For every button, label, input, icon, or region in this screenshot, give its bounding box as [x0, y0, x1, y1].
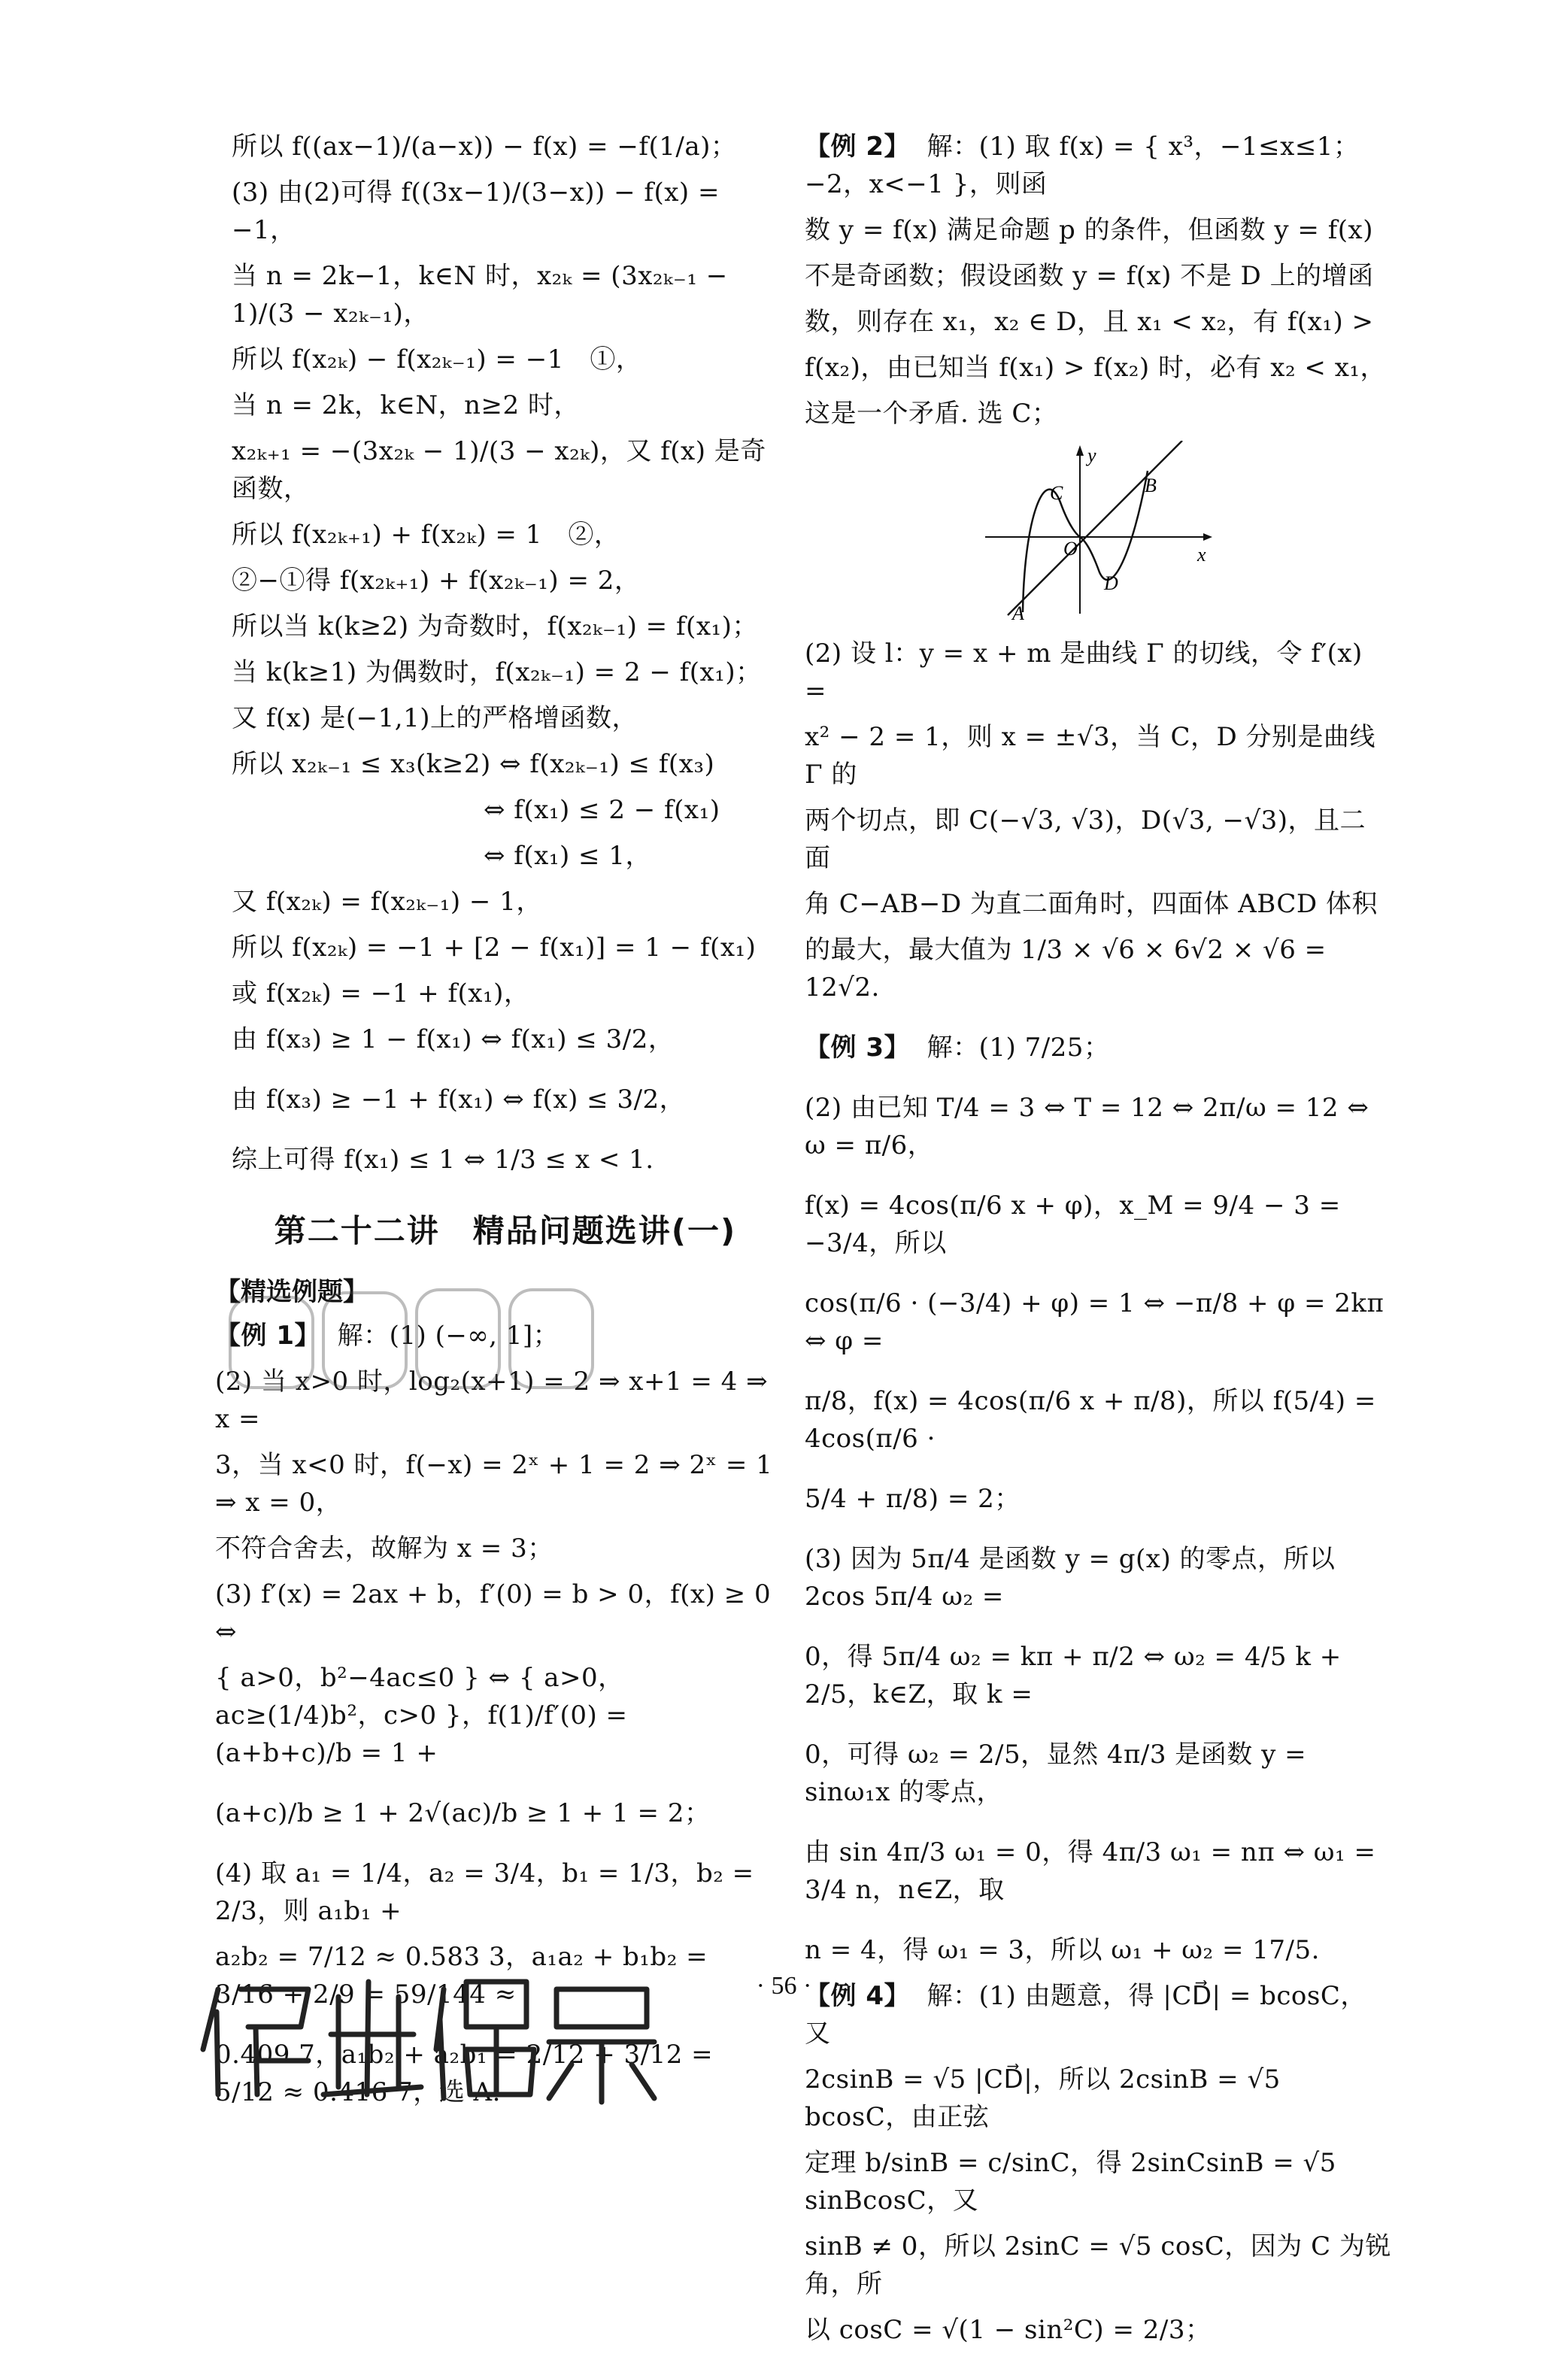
- lecture-heading: 第二十二讲 精品问题选讲(一): [274, 1212, 737, 1249]
- watermark-stroke: [417, 1290, 499, 1388]
- text-line: x² − 2 = 1，则 x = ±√3，当 C，D 分别是曲线 Γ 的: [805, 722, 1385, 790]
- tangent-line: [1008, 441, 1182, 615]
- text-line: n = 4，得 ω₁ = 3，所以 ω₁ + ω₂ = 17/5.: [805, 1935, 1320, 1965]
- text-line: π/8，f(x) = 4cos(π/6 x + π/8)，所以 f(5/4) = 4cos(π/6 ·: [805, 1386, 1385, 1454]
- text-line: 又 f(x) 是(−1,1)上的严格增函数，: [232, 703, 638, 733]
- text-line: 以 cosC = √(1 − sin²C) = 2/3；: [805, 2315, 1212, 2345]
- cubic-curve-figure: [978, 441, 1218, 621]
- label-x: x: [1197, 544, 1206, 566]
- text-span: 解：(1) 由题意，得 |CD⃗| = bcosC，又: [805, 1981, 1366, 2049]
- label-c: C: [1050, 482, 1063, 504]
- text-line: (3) 因为 5π/4 是函数 y = g(x) 的零点，所以 2cos 5π/4 ω₂ =: [805, 1544, 1344, 1612]
- text-line: 数 y = f(x) 满足命题 p 的条件，但函数 y = f(x): [805, 215, 1374, 245]
- text-line: (2) 由已知 T/4 = 3 ⇔ T = 12 ⇔ 2π/ω = 12 ⇔ ω = π/6，: [805, 1093, 1378, 1160]
- left-column: [215, 128, 781, 2119]
- text-line: cos(π/6 · (−3/4) + φ) = 1 ⇔ −π/8 + φ = 2kπ ⇔ φ =: [805, 1288, 1393, 1356]
- text-line: 所以 f(x₂ₖ₊₁) + f(x₂ₖ) = 1 ②，: [232, 520, 620, 550]
- text-line: 所以 f((ax−1)/(a−x)) − f(x) = −f(1/a)；: [232, 132, 737, 162]
- text-line: 2csinB = √5 |CD⃗|，所以 2csinB = √5 bcosC，由正弦: [805, 2064, 1290, 2132]
- example-label: 【例 2】: [805, 132, 910, 162]
- text-line: 由 sin 4π/3 ω₁ = 0，得 4π/3 ω₁ = nπ ⇔ ω₁ = 3/4 n，n∈Z，取: [805, 1837, 1385, 1905]
- watermark-glyph-3: [436, 1982, 534, 2098]
- example-2: [805, 128, 1391, 1006]
- text-line: 这是一个矛盾. 选 C；: [805, 399, 1058, 429]
- x-axis-arrow: [1203, 533, 1212, 541]
- example-4: [805, 1977, 1391, 2349]
- text-line: { a>0，b²−4ac≤0 } ⇔ { a>0，ac≥(1/4)b²，c>0 }，f(1)/f′(0) = (a+b+c)/b = 1 +: [215, 1663, 636, 1768]
- text-line: 3，当 x<0 时，f(−x) = 2ˣ + 1 = 2 ⇒ 2ˣ = 1 ⇒ x = 0，: [215, 1450, 781, 1518]
- text-span: 解：(1) (−∞, 1]；: [337, 1321, 560, 1351]
- text-line: 不是奇函数；假设函数 y = f(x) 不是 D 上的增函: [805, 261, 1374, 291]
- watermark-stroke: [230, 1297, 313, 1388]
- watermark-mid: [226, 1282, 602, 1403]
- text-line: 所以 f(x₂ₖ) = −1 + [2 − f(x₁)] = 1 − f(x₁): [232, 933, 757, 963]
- cubic-curve: [1023, 471, 1148, 612]
- label-y: y: [1087, 444, 1096, 466]
- right-column: [805, 128, 1391, 2357]
- text-line: 定理 b/sinB = c/sinC，得 2sinCsinB = √5 sinBcosC，又: [805, 2148, 1345, 2216]
- text-line: 的最大，最大值为 1/3 × √6 × 6√2 × √6 = 12√2.: [805, 935, 1335, 1003]
- y-axis-arrow: [1076, 445, 1084, 456]
- text-line: 数，则存在 x₁，x₂ ∈ D，且 x₁ < x₂，有 f(x₁) >: [805, 307, 1374, 337]
- text-line: (2) 设 l：y = x + m 是曲线 Γ 的切线，令 f′(x) =: [805, 639, 1372, 706]
- text-line: ⇔ f(x₁) ≤ 1，: [484, 841, 651, 871]
- watermark-glyph-4: [549, 1989, 654, 2102]
- text-line: f(x₂)，由已知当 f(x₁) > f(x₂) 时，必有 x₂ < x₁，: [805, 353, 1386, 383]
- text-line: 由 f(x₃) ≥ 1 − f(x₁) ⇔ f(x₁) ≤ 3/2，: [232, 1024, 675, 1054]
- text-line: 或 f(x₂ₖ) = −1 + f(x₁)，: [232, 978, 530, 1009]
- text-line: 不符合舍去，故解为 x = 3；: [215, 1533, 554, 1564]
- text-line: x₂ₖ₊₁ = −(3x₂ₖ − 1)/(3 − x₂ₖ)，又 f(x) 是奇函数，: [232, 436, 766, 504]
- text-line: (3) f′(x) = 2ax + b，f′(0) = b > 0，f(x) ≥ 0 ⇔: [215, 1579, 780, 1647]
- watermark-stroke: [510, 1290, 593, 1388]
- text-line: (4) 取 a₁ = 1/4，a₂ = 3/4，b₁ = 1/3，b₂ = 2/3，则 a₁b₁ +: [215, 1858, 763, 1926]
- text-line: f(x) = 4cos(π/6 x + φ)，x_M = 9/4 − 3 = −3/4，所以: [805, 1191, 1349, 1258]
- text-line: 0，得 5π/4 ω₂ = kπ + π/2 ⇔ ω₂ = 4/5 k + 2/5，k∈Z，取 k =: [805, 1642, 1351, 1709]
- text-span: 解：(1) 取 f(x) = { x³，−1≤x≤1；−2，x<−1 }，则函: [805, 132, 1360, 199]
- text-line: 0.409 7，a₁b₂ + a₂b₁ = 2/12 + 3/12 = 5/12 ≈ 0.416 7，选 A.: [215, 2040, 722, 2107]
- figure-svg: [978, 441, 1218, 621]
- text-line: ⇔ f(x₁) ≤ 2 − f(x₁): [484, 795, 720, 825]
- section-title: 【精选例题】: [215, 1277, 368, 1307]
- example-label: 【例 4】: [805, 1981, 910, 2011]
- text-line: 角 C−AB−D 为直二面角时，四面体 ABCD 体积: [805, 889, 1378, 919]
- text-line: (a+c)/b ≥ 1 + 2√(ac)/b ≥ 1 + 1 = 2；: [215, 1798, 711, 1828]
- example-2-first-line: [805, 128, 1391, 203]
- page-number: · 56 ·: [756, 1972, 812, 2000]
- example-label: 【例 3】: [805, 1033, 910, 1063]
- example-3-first-line: [805, 1029, 1391, 1066]
- text-line: (2) 当 x>0 时，log₂(x+1) = 2 ⇒ x+1 = 4 ⇒ x =: [215, 1367, 777, 1434]
- left-top-block: [232, 128, 773, 1178]
- example-label: 【例 1】: [215, 1321, 320, 1351]
- watermark-glyph-1: [203, 1989, 308, 2095]
- text-line: 0，可得 ω₂ = 2/5，显然 4π/3 是函数 y = sinω₁x 的零点，: [805, 1740, 1315, 1807]
- text-line: 当 n = 2k，k∈N，n≥2 时，: [232, 390, 580, 420]
- watermark-logo: [196, 1959, 662, 2110]
- text-line: 所以当 k(k≥2) 为奇数时，f(x₂ₖ₋₁) = f(x₁)；: [232, 611, 758, 642]
- text-line: 5/4 + π/8) = 2；: [805, 1484, 1021, 1514]
- label-o: O: [1063, 538, 1078, 560]
- text-line: 所以 x₂ₖ₋₁ ≤ x₃(k≥2) ⇔ f(x₂ₖ₋₁) ≤ f(x₃): [232, 749, 715, 779]
- example-3: [805, 1029, 1391, 1969]
- text-line: 所以 f(x₂ₖ) − f(x₂ₖ₋₁) = −1 ①，: [232, 344, 642, 375]
- text-line: 又 f(x₂ₖ) = f(x₂ₖ₋₁) − 1，: [232, 887, 542, 917]
- text-line: 综上可得 f(x₁) ≤ 1 ⇔ 1/3 ≤ x < 1.: [232, 1145, 654, 1175]
- text-line: a₂b₂ = 7/12 ≈ 0.583 3，a₁a₂ + b₁b₂ = 3/16 + 2/9 = 59/144 ≈: [215, 1942, 717, 2010]
- label-d: D: [1104, 572, 1118, 594]
- watermark-glyph-2: [323, 1982, 421, 2095]
- text-line: ②−①得 f(x₂ₖ₊₁) + f(x₂ₖ₋₁) = 2，: [232, 566, 641, 596]
- text-line: 当 k(k≥1) 为偶数时，f(x₂ₖ₋₁) = 2 − f(x₁)；: [232, 657, 762, 687]
- text-line: sinB ≠ 0，所以 2sinC = √5 cosC，因为 C 为锐角，所: [805, 2231, 1391, 2299]
- text-line: (3) 由(2)可得 f((3x−1)/(3−x)) − f(x) = −1，: [232, 177, 729, 245]
- text-line: 两个切点，即 C(−√3, √3)，D(√3, −√3)，且二面: [805, 805, 1366, 873]
- label-b: B: [1145, 475, 1157, 496]
- text-line: 由 f(x₃) ≥ −1 + f(x₁) ⇔ f(x) ≤ 3/2，: [232, 1084, 686, 1115]
- text-span: 解：(1) 7/25；: [927, 1033, 1110, 1063]
- watermark-stroke: [323, 1293, 406, 1388]
- label-a: A: [1012, 602, 1024, 621]
- text-line: 当 n = 2k−1，k∈N 时，x₂ₖ = (3x₂ₖ₋₁ − 1)/(3 − x₂ₖ₋₁)，: [232, 261, 737, 329]
